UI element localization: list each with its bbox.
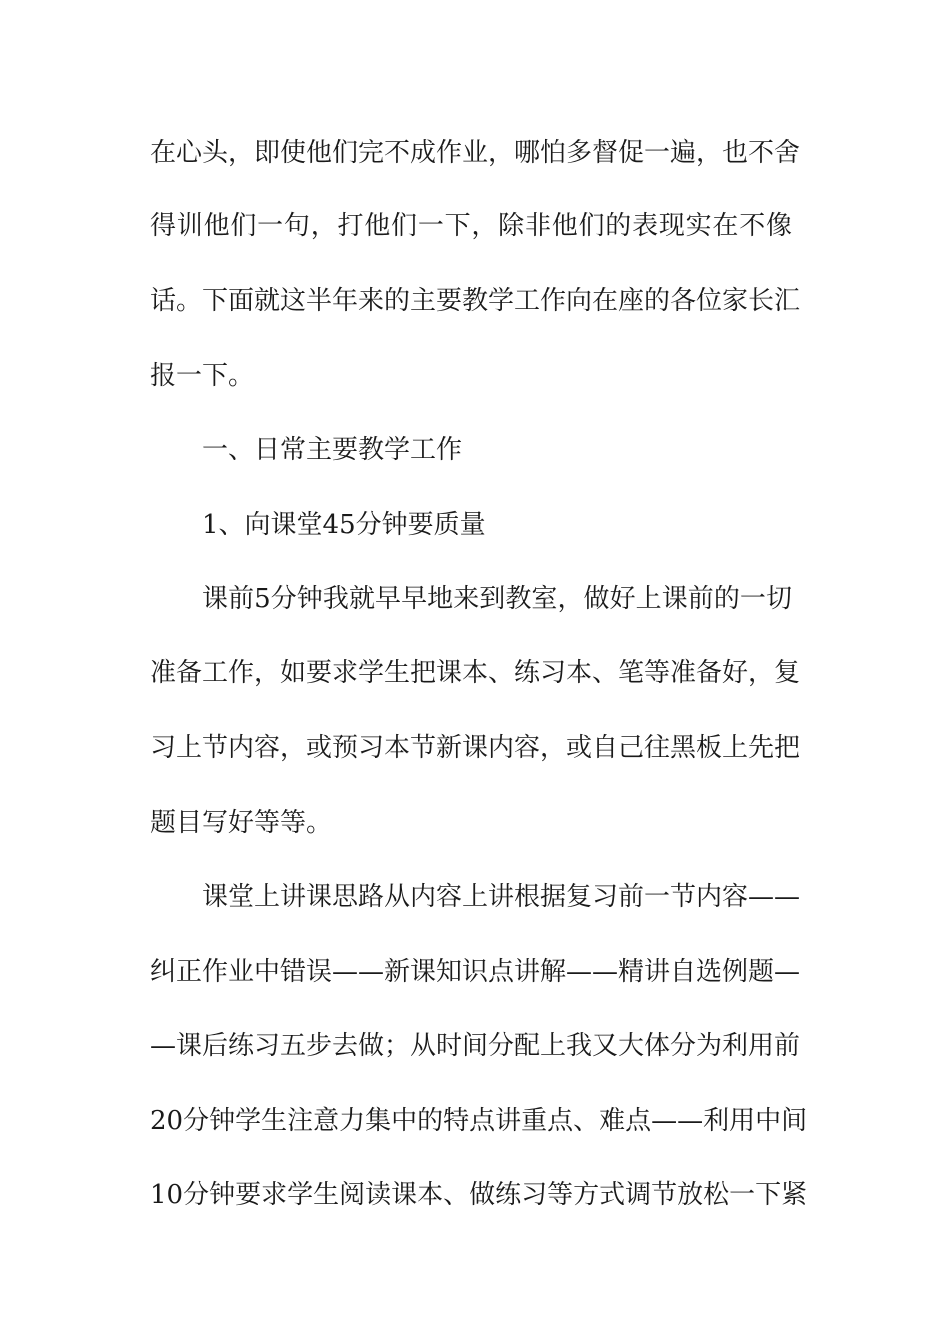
section-heading: 一、日常主要教学工作 — [202, 435, 463, 465]
paragraph-line: 得训他们一句，打他们一下，除非他们的表现实在不像 — [150, 211, 792, 241]
paragraph-line: —课后练习五步去做；从时间分配上我又大体分为利用前 — [150, 1031, 801, 1061]
paragraph-line: 在心头，即使他们完不成作业，哪怕多督促一遍，也不舍 — [150, 138, 801, 168]
paragraph-line: 题目写好等等。 — [150, 808, 333, 838]
paragraph-line: 10分钟要求学生阅读课本、做练习等方式调节放松一下紧 — [150, 1180, 808, 1210]
paragraph-line: 课前5分钟我就早早地来到教室，做好上课前的一切 — [202, 584, 792, 614]
paragraph-line: 话。下面就这半年来的主要教学工作向在座的各位家长汇 — [150, 286, 801, 316]
subsection-heading: 1、向课堂45分钟要质量 — [202, 510, 486, 540]
paragraph-line: 纠正作业中错误——新课知识点讲解——精讲自选例题— — [150, 957, 801, 987]
paragraph-line: 20分钟学生注意力集中的特点讲重点、难点——利用中间 — [150, 1106, 808, 1136]
paragraph-line: 报一下。 — [150, 361, 255, 391]
paragraph-line: 习上节内容，或预习本节新课内容，或自己往黑板上先把 — [150, 733, 801, 763]
paragraph-line: 课堂上讲课思路从内容上讲根据复习前一节内容—— — [202, 882, 801, 912]
paragraph-line: 准备工作，如要求学生把课本、练习本、笔等准备好，复 — [150, 658, 801, 688]
